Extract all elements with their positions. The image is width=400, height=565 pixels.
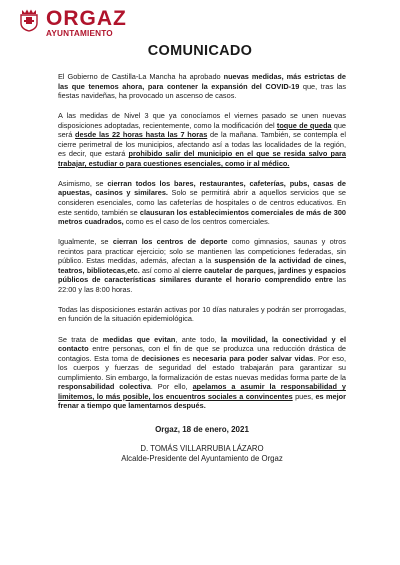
paragraph <box>58 305 346 324</box>
text-run: es <box>179 353 193 363</box>
text-run: , ante todo, <box>175 334 221 344</box>
coat-of-arms-icon <box>18 8 40 32</box>
emphasis-run: cierre cautelar de parques, jardines y espacios públicos de características similares durante el horario comprendido entre <box>58 265 347 285</box>
emphasis-run: suspensión de la actividad de cines, teatros, bibliotecas,etc. <box>58 256 346 275</box>
emphasis-run: cierran todos los bares, restaurantes, cafeterías, pubs, casas de apuestas, casinos y similares. <box>58 178 346 198</box>
text-run: que será <box>58 120 346 140</box>
paragraph <box>58 111 346 168</box>
document-date: Orgaz, 18 de enero, 2021 <box>155 424 249 434</box>
paragraph <box>58 179 346 227</box>
text-run: Asimismo, se <box>58 178 108 188</box>
document-title: COMUNICADO <box>147 43 253 59</box>
paragraph <box>58 72 346 101</box>
logo <box>46 8 127 39</box>
emphasis-run: es mejor frenar a tiempo que lamentarnos después. <box>58 391 346 411</box>
logo-subtitle: AYUNTAMIENTO <box>46 29 113 38</box>
emphasis-run: nuevas medidas, más estrictas de las que tenemos ahora, para contener la expansión del COVID-19 <box>58 72 346 91</box>
text-run: como es el caso de los centros comerciales. <box>123 217 270 227</box>
paragraphs <box>58 72 346 411</box>
emphasis-run: prohibido salir del municipio en el que se resida salvo para trabajar, estudiar o para cuestiones esenciales, como ir al médico. <box>58 149 347 168</box>
paragraph <box>58 335 346 411</box>
emphasis-run: medidas que evitan <box>102 334 176 344</box>
paragraph <box>58 237 346 294</box>
logo-title: ORGAZ <box>46 7 127 30</box>
emphasis-run: apelamos a asumir la responsabilidad y limitemos, lo más posible, los encuentros sociales a convincentes <box>58 382 346 401</box>
signer-name: D. TOMÁS VILLARRUBIA LÁZARO <box>140 443 264 453</box>
text-run: Todas las disposiciones estarán activas por 10 días naturales y podrán ser prorrogadas, en función de la situación epidemiológica. <box>58 304 346 324</box>
signer-position: Alcalde-Presidente del Ayuntamiento de Orgaz <box>121 453 283 463</box>
text-run: pues, <box>292 391 316 401</box>
emphasis-run: decisiones <box>141 353 180 363</box>
text-run: Solo se permitirá abrir a aquellos servicios que se consideren esenciales, como las cafeterías de hospitales o de centros educativos. En este sentido, también se <box>58 188 346 217</box>
emphasis-run: desde las 22 horas hasta las 7 horas <box>75 130 208 140</box>
emphasis-run: responsabilidad colectiva <box>58 382 151 392</box>
header <box>18 8 127 39</box>
text-run: así como al <box>139 265 182 275</box>
text-run: El Gobierno de Castilla-La Mancha ha aprobado <box>58 72 224 81</box>
emphasis-run: la movilidad, la conectividad y el contacto <box>58 334 347 354</box>
emphasis-run: cierran los centros de deporte <box>112 237 228 247</box>
text-run: . Por eso, los cuerpos y fuerzas de seguridad del estado trabajarán para garantizar su cumplimiento. Sin embargo, la formalización de estas nuevas medidas forma parte de la <box>58 353 347 382</box>
emphasis-run: toque de queda <box>276 120 332 130</box>
text-run: Se trata de <box>58 334 103 344</box>
text-run: que, tras las fiestas navideñas, ha provocado un ascenso de casos. <box>58 81 346 101</box>
text-run: las 22:00 y las 8:00 horas. <box>58 275 346 294</box>
text-run: como gimnasios, saunas y otros recintos para practicar ejercicio; solo se mantienen las competiciones federadas, sin público. Estas medidas, además, afectan a la <box>58 237 346 266</box>
text-run: . Por ello, <box>150 382 193 392</box>
text-run: de la mañana. También, se contempla el cierre perimetral de los municipios, afectando así a todas las localidades de la región, es decir, que estará <box>58 130 346 159</box>
text-run: Igualmente, se <box>58 237 113 247</box>
emphasis-run: necesaria para poder salvar vidas <box>192 353 314 363</box>
text-run: entre personas, con el fin de que se produzca una reducción drástica de contagios. Esta toma de <box>58 344 346 363</box>
document-body <box>58 72 346 464</box>
text-run: A las medidas de Nivel 3 que ya conocíamos el viernes pasado se unen nuevas disposiciones adoptadas, recientemente, como la modificación del <box>58 111 346 130</box>
emphasis-run: clausuran los establecimientos comerciales de más de 300 metros cuadrados, <box>58 207 346 227</box>
